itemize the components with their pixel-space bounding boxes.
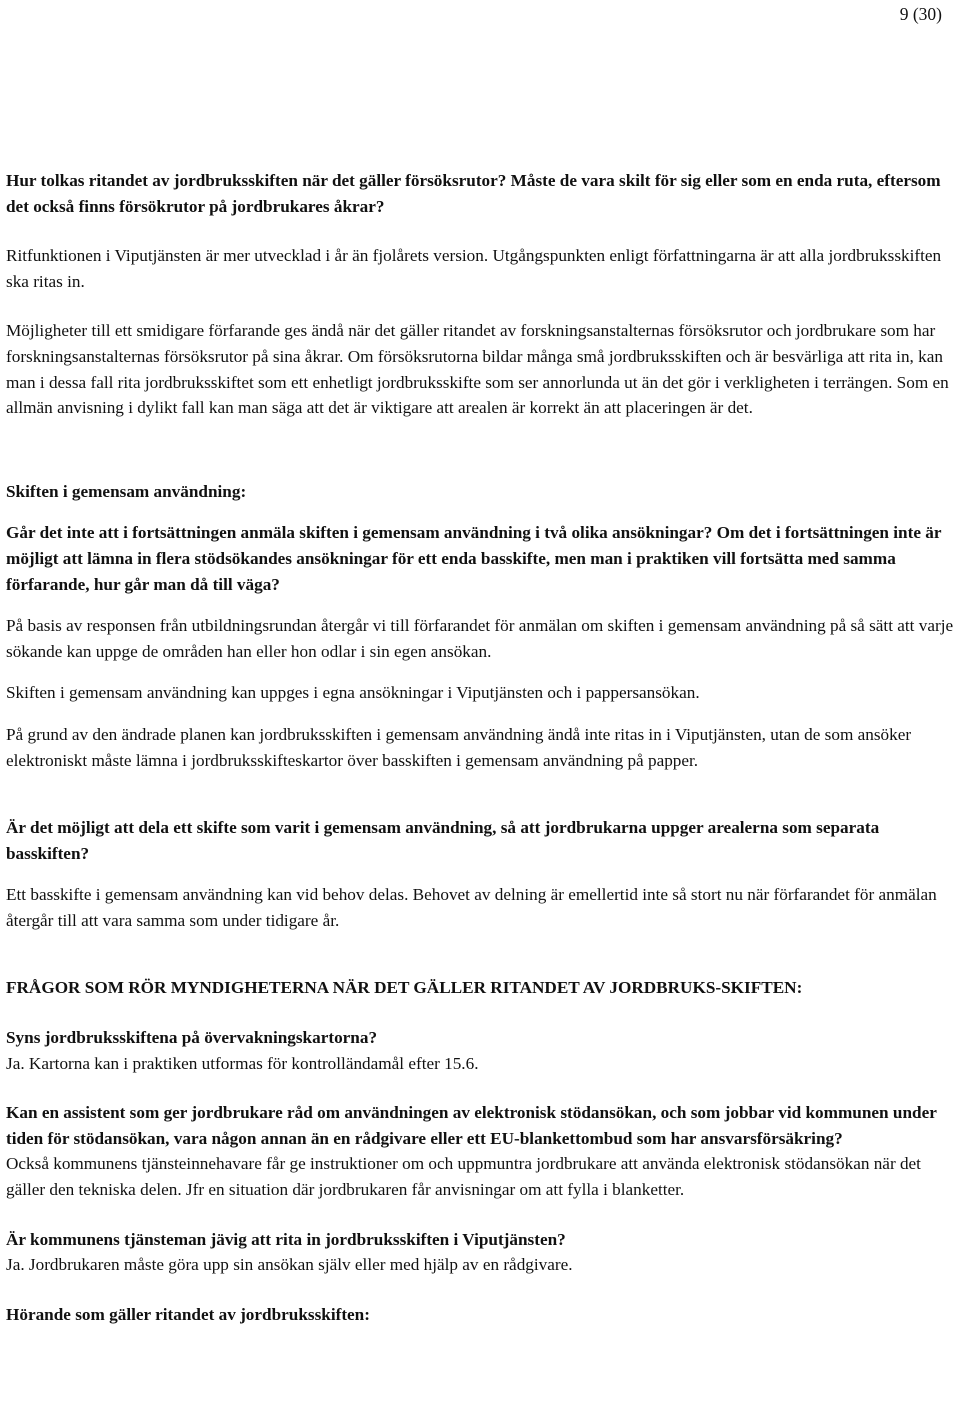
answer-shared-use-2: Skiften i gemensam användning kan uppges i egna ansökningar i Viputjänsten och i pappersansökan. [6, 683, 700, 703]
page-number: 9 (30) [899, 4, 942, 24]
question-split-parcel: Är det möjligt att dela ett skifte som varit i gemensam användning, så att jordbrukarna uppger arealerna som separata basskiften? [6, 818, 880, 863]
answer-assistant: Också kommunens tjänsteinnehavare får ge instruktioner om och uppmuntra jordbrukare att använda elektronisk stödansökan när det gäller den tekniska delen. Jfr en situation där jordbrukaren får anvisningar om att fylla i blanketter. [6, 1154, 921, 1200]
answer-trial-plots-2: Möjligheter till ett smidigare förfarande ges ändå när det gäller ritandet av forskningsanstalternas försöksrutor och jordbrukare som har forskningsanstalternas försöksrutor på sina åkrar. Om försöksrutorna bildar många små jordbruksskiften och är besvärliga att rita in, kan man i dessa fall rita jordbruksskiftet som ett enhetligt jordbruksskifte som ser annorlunda ut än det gör i verkligheten i terrängen. Som en allmän anvisning i dylikt fall kan man säga att det är viktigare att arealen är korrekt än att placeringen är det. [6, 321, 949, 418]
heading-authorities: FRÅGOR SOM RÖR MYNDIGHETERNA NÄR DET GÄLLER RITANDET AV JORDBRUKS-SKIFTEN: [6, 978, 803, 998]
heading-hearing: Hörande som gäller ritandet av jordbruksskiften: [6, 1304, 370, 1324]
question-assistant: Kan en assistent som ger jordbrukare råd om användningen av elektronisk stödansökan, och som jobbar vid kommunen under tiden för stödansökan, vara någon annan än en rådgivare eller ett EU-blankettombud som har ansvarsförsäkring? [6, 1103, 937, 1148]
answer-trial-plots-1: Ritfunktionen i Viputjänsten är mer utvecklad i år än fjolårets version. Utgångspunkten enligt författningarna är att alla jordbruksskiften ska ritas in. [6, 246, 942, 291]
answer-official-disqualified: Ja. Jordbrukaren måste göra upp sin ansökan själv eller med hjälp av en rådgivare. [6, 1255, 573, 1275]
question-monitoring-maps: Syns jordbruksskiftena på övervakningskartorna? [6, 1028, 378, 1048]
question-trial-plots: Hur tolkas ritandet av jordbruksskiften när det gäller försöksrutor? Måste de vara skilt för sig eller som en enda ruta, eftersom det också finns försökrutor på jordbrukares åkrar? [6, 171, 941, 216]
document-body [6, 168, 954, 1327]
answer-shared-use-3: På grund av den ändrade planen kan jordbruksskiften i gemensam användning ändå inte ritas in i Viputjänsten, utan de som ansöker elektroniskt måste lämna i jordbruksskifteskartor över basskiften i gemensam användning på papper. [6, 724, 912, 770]
answer-monitoring-maps: Ja. Kartorna kan i praktiken utformas för kontrolländamål efter 15.6. [6, 1053, 479, 1073]
answer-shared-use-1: På basis av responsen från utbildningsrundan återgår vi till förfarandet för anmälan om skiften i gemensam användning på så sätt att varje sökande kan uppge de områden han eller hon odlar i sin egen ansökan. [6, 616, 954, 661]
question-shared-use: Går det inte att i fortsättningen anmäla skiften i gemensam användning i två olika ansökningar? Om det i fortsättningen inte är möjligt att lämna in flera stödsökandes ansökningar för ett enda basskifte, men man i praktiken vill fortsätta med samma förfarande, hur går man då till väga? [6, 523, 942, 594]
heading-shared-use: Skiften i gemensam användning: [6, 481, 247, 501]
question-official-disqualified: Är kommunens tjänsteman jävig att rita in jordbruksskiften i Viputjänsten? [6, 1229, 566, 1249]
answer-split-parcel: Ett basskifte i gemensam användning kan vid behov delas. Behovet av delning är emellertid inte så stort nu när förfarandet för anmälan återgår till att vara samma som under tidigare år. [6, 885, 937, 930]
